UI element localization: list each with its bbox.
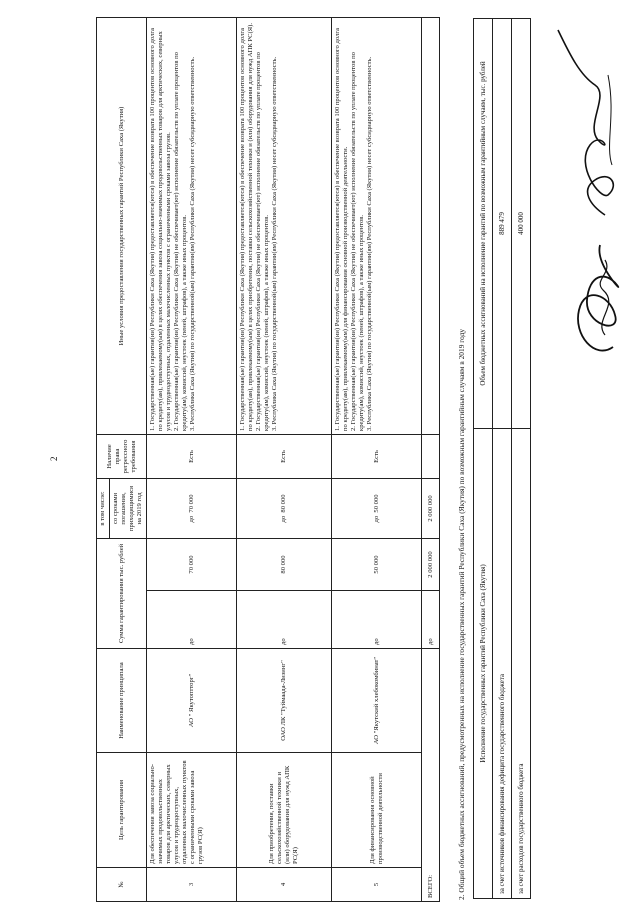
row-in-year-prefix: до: [372, 515, 380, 523]
row-regress: Есть: [237, 434, 332, 478]
row-amount-prefix: до: [332, 591, 422, 649]
total-in-year: 2 000 000: [422, 478, 440, 538]
page-number: 2: [49, 456, 59, 461]
col-header-amount: Сумма гарантирования тыс. рублей: [97, 538, 147, 648]
col-header-in-2019: со сроками погашения, приходящимися на 2019 год: [110, 478, 147, 538]
row-principal: АО " Якутоптторг": [147, 649, 237, 753]
row-purpose: Для приобретения, поставки сельскохозяйственной техники и (или) оборудования для нужд АПК РС(Я): [237, 753, 332, 868]
appropriations-header-1: Исполнение государственных гарантий Республики Саха (Якутия): [474, 429, 493, 899]
row-in-year-value: 70 000: [187, 494, 195, 513]
col-header-purpose: Цель гарантирования: [97, 753, 147, 868]
col-header-principal: Наименование принципала: [97, 649, 147, 753]
appropriations-header-2: Объем бюджетных ассигнований на исполнение гарантий по возможным гарантийным случаям, тыс. рублей: [474, 19, 493, 429]
row-num: 3: [147, 868, 237, 902]
row-principal: АО "Якутский хлебокомбинат": [332, 649, 422, 753]
col-header-regress: Наличие права регрессного требования: [97, 434, 147, 478]
row-in-year-value: 80 000: [280, 494, 288, 513]
row-conditions: [147, 17, 237, 434]
row-purpose: Для финансирования основной производственной деятельности: [332, 753, 422, 868]
condition-item: 2. Государственная(ые) гарантия(ии) Республики Саха (Якутия) не обеспечивает(ют) исполнение обязательств по уплате процентов по кредиту(ам), комиссий, неустоек (пеней, штрафов), а также иных процентов.: [255, 52, 271, 431]
guarantees-table: [96, 17, 440, 902]
table-row: [332, 17, 422, 901]
row-amount-prefix: до: [237, 591, 332, 649]
appropriations-row-value: 889 479: [493, 19, 512, 429]
appropriations-row-value: 400 000: [512, 19, 531, 429]
col-header-in-that: в том числе:: [97, 478, 110, 538]
row-in-year-value: 50 000: [372, 494, 380, 513]
appropriations-row: [493, 19, 512, 899]
condition-item: 3. Республика Саха (Якутия) по государственной(ым) гарантии(ям) Республики Саха (Якутия) несет субсидиарную ответственность.: [366, 56, 374, 431]
condition-item: 2. Государственная(ые) гарантия(ии) Республики Саха (Якутия) не обеспечивает(ют) исполнение обязательств по уплате процентов по кредиту(ам), комиссий, неустоек (пеней, штрафов), а также иных процентов.: [350, 52, 366, 431]
row-principal: ОАО ЛК "Туймаада-Лизинг": [237, 649, 332, 753]
signature-left: [565, 235, 635, 365]
condition-item: 1. Государственная(ые) гарантия(ии) Республики Саха (Якутия) предоставляется(ются) в обеспечение возврата 100 процентов основного долга по кредиту(ам), привлекаемому(ым) для финансирования основной производственной деятельности.: [334, 28, 350, 431]
appropriations-row-label: за счет источников финансирования дефицита государственного бюджета: [493, 429, 512, 899]
row-in-year: [332, 478, 422, 538]
row-regress: Есть: [332, 434, 422, 478]
header-row-1: [97, 17, 110, 901]
condition-item: 3. Республика Саха (Якутия) по государственной(ым) гарантии(ям) Республики Саха (Якутия) несет субсидиарную ответственность.: [189, 56, 197, 431]
row-amount: 70 000: [147, 538, 237, 590]
row-in-year: [237, 478, 332, 538]
total-regress-empty: [422, 434, 440, 478]
row-amount: 50 000: [332, 538, 422, 590]
condition-item: 1. Государственная(ые) гарантия(ии) Республики Саха (Якутия) предоставляется(ются) в обеспечение возврата 100 процентов основного долга по кредиту(ам), привлекаемому(ым) в целях обеспечения завоза социально-значимых продовольственных товаров для арктических, северных улусов и труднодоступных, отдаленных малочисленных пунктов с ограниченными сроками завоза грузов.: [149, 28, 173, 431]
total-prefix: до: [422, 591, 440, 649]
total-row: [422, 17, 440, 901]
total-amount: 2 000 000: [422, 538, 440, 590]
condition-item: 2. Государственная(ые) гарантия(ии) Республики Саха (Якутия) не обеспечивает(ют) исполнение обязательств по уплате процентов по кредиту(ам), комиссий, неустоек (пеней, штрафов), а также иных процентов.: [173, 52, 189, 431]
row-num: 4: [237, 868, 332, 902]
appropriations-row: [512, 19, 531, 899]
row-in-year: [147, 478, 237, 538]
row-conditions: [332, 17, 422, 434]
row-in-year-prefix: до: [280, 515, 288, 523]
row-num: 5: [332, 868, 422, 902]
row-in-year-prefix: до: [187, 515, 195, 523]
col-header-conditions: Иные условия предоставления государственных гарантий Республики Саха (Якутия): [97, 17, 147, 434]
row-regress: Есть: [147, 434, 237, 478]
row-amount-prefix: до: [147, 591, 237, 649]
table-row: [147, 17, 237, 901]
total-label: ВСЕГО:: [422, 649, 440, 902]
total-conditions-empty: [422, 17, 440, 434]
appropriations-table: [473, 18, 531, 899]
row-conditions: [237, 17, 332, 434]
table-row: [237, 17, 332, 901]
row-purpose: Для обеспечения завоза социально-значимых продовольственных товаров для арктических, северных улусов и труднодоступных, отдаленных малочисленных пунктов с ограниченными сроками завоза грузов РС(Я): [147, 753, 237, 868]
condition-item: 1. Государственная(ые) гарантия(ии) Республики Саха (Якутия) предоставляется(ются) в обеспечение возврата 100 процентов основного долга по кредиту(ам), привлекаемому(ым) в целях приобретения, поставки сельскохозяйственной техники и (или) оборудования для нужд АПК РС(Я).: [239, 22, 255, 431]
condition-item: 3. Республика Саха (Якутия) по государственной(ым) гарантии(ям) Республики Саха (Якутия) несет субсидиарную ответственность.: [271, 56, 279, 431]
col-header-num: №: [97, 868, 147, 902]
row-amount: 80 000: [237, 538, 332, 590]
appropriations-header: [474, 19, 493, 899]
signature-right: [550, 25, 630, 225]
note-paragraph: 2. Общий объем бюджетных ассигнований, предусмотренных на исполнение государственных гарантий Республики Саха (Якутия) по возможным гарантийным случаям в 2019 году: [457, 328, 466, 900]
appropriations-row-label: за счет расходов государственного бюджета: [512, 429, 531, 899]
